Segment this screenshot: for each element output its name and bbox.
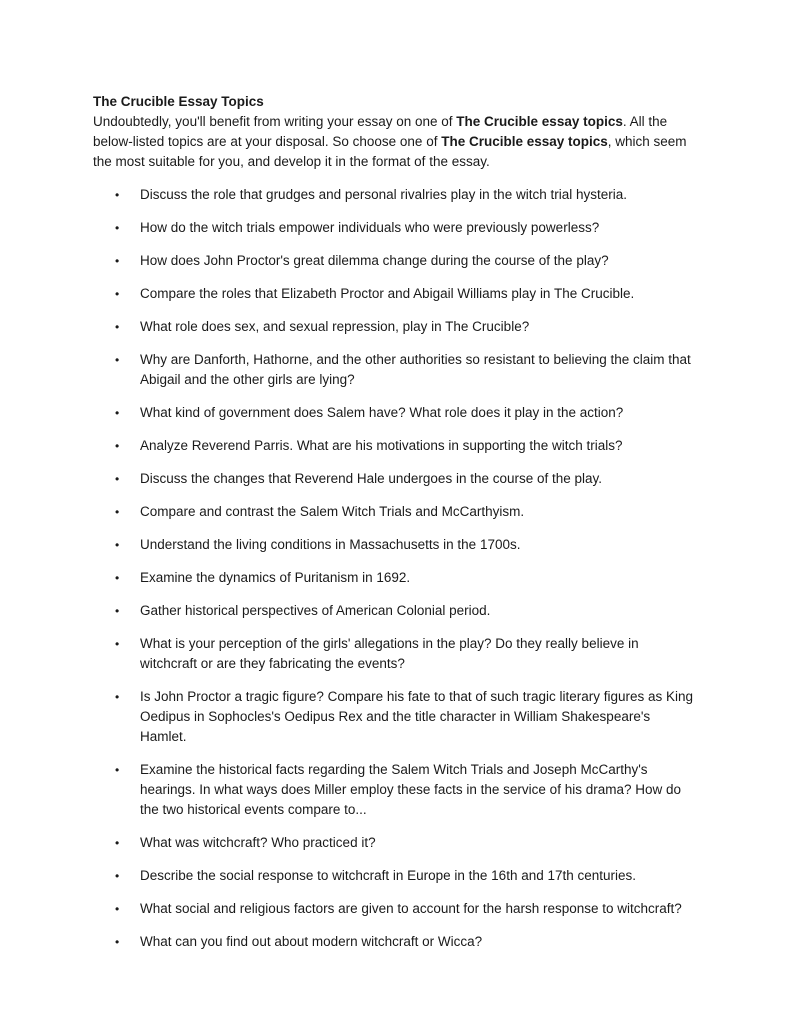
topic-list-item: [93, 568, 695, 588]
topic-list-item: [93, 634, 695, 674]
topic-list-item: [93, 866, 695, 886]
topic-text: Is John Proctor a tragic figure? Compare his fate to that of such tragic literary figures as King Oedipus in Sophocles's Oedipus Rex and the title character in William Shakespeare's Hamlet.: [140, 689, 694, 744]
topic-list-item: [93, 350, 695, 390]
topic-list-item: [93, 760, 695, 820]
bullet-icon: •: [115, 935, 120, 949]
topic-list-item: [93, 403, 695, 423]
topic-list-item: [93, 833, 695, 853]
topic-list-item: [93, 317, 695, 337]
intro-text-3: , which seem the most suitable for you, and develop it in the format of the essay.: [93, 134, 687, 169]
topic-text: Why are Danforth, Hathorne, and the other authorities so resistant to believing the claim that Abigail and the other girls are lying?: [140, 352, 691, 387]
bullet-icon: •: [115, 287, 120, 301]
topic-text: What kind of government does Salem have? What role does it play in the action?: [140, 405, 624, 420]
intro-paragraph: [93, 112, 695, 172]
bullet-icon: •: [115, 188, 120, 202]
topic-list-item: [93, 251, 695, 271]
bullet-icon: •: [115, 472, 120, 486]
topic-text: Understand the living conditions in Massachusetts in the 1700s.: [140, 537, 521, 552]
topic-list-item: [93, 469, 695, 489]
topic-text: What is your perception of the girls' allegations in the play? Do they really believe in witchcraft or are they fabricating the events?: [140, 636, 639, 671]
topic-text: Discuss the changes that Reverend Hale undergoes in the course of the play.: [140, 471, 603, 486]
bullet-icon: •: [115, 869, 120, 883]
intro-text-1: Undoubtedly, you'll benefit from writing your essay on one of: [93, 114, 457, 129]
topic-text: Analyze Reverend Parris. What are his motivations in supporting the witch trials?: [140, 438, 623, 453]
topic-list-item: [93, 218, 695, 238]
topic-text: Compare and contrast the Salem Witch Trials and McCarthyism.: [140, 504, 525, 519]
topic-list: [93, 185, 695, 952]
topic-text: How does John Proctor's great dilemma change during the course of the play?: [140, 253, 609, 268]
bullet-icon: •: [115, 505, 120, 519]
bullet-icon: •: [115, 353, 120, 367]
bullet-icon: •: [115, 836, 120, 850]
bullet-icon: •: [115, 406, 120, 420]
bullet-icon: •: [115, 604, 120, 618]
topic-text: How do the witch trials empower individuals who were previously powerless?: [140, 220, 600, 235]
topic-text: What was witchcraft? Who practiced it?: [140, 835, 376, 850]
intro-bold-2: The Crucible essay topics: [441, 134, 608, 149]
topic-text: Examine the dynamics of Puritanism in 1692.: [140, 570, 411, 585]
bullet-icon: •: [115, 571, 120, 585]
topic-text: Gather historical perspectives of American Colonial period.: [140, 603, 491, 618]
intro-bold-1: The Crucible essay topics: [456, 114, 623, 129]
bullet-icon: •: [115, 320, 120, 334]
topic-text: Examine the historical facts regarding the Salem Witch Trials and Joseph McCarthy's hearings. In what ways does Miller employ these facts in the service of his drama? How do the two historical events compare to...: [140, 762, 682, 817]
topic-text: Discuss the role that grudges and personal rivalries play in the witch trial hysteria.: [140, 187, 627, 202]
topic-list-item: [93, 436, 695, 456]
bullet-icon: •: [115, 902, 120, 916]
bullet-icon: •: [115, 439, 120, 453]
topic-text: What can you find out about modern witchcraft or Wicca?: [140, 934, 483, 949]
bullet-icon: •: [115, 221, 120, 235]
topic-text: Compare the roles that Elizabeth Proctor and Abigail Williams play in The Crucible.: [140, 286, 635, 301]
bullet-icon: •: [115, 763, 120, 777]
bullet-icon: •: [115, 637, 120, 651]
topic-list-item: [93, 535, 695, 555]
document-content: [93, 92, 695, 965]
bullet-icon: •: [115, 254, 120, 268]
intro-text-2: . All the below-listed topics are at your disposal. So choose one of: [93, 114, 668, 149]
topic-text: What social and religious factors are given to account for the harsh response to witchcraft?: [140, 901, 682, 916]
document-title: The Crucible Essay Topics: [93, 94, 264, 109]
topic-list-item: [93, 899, 695, 919]
topic-list-item: [93, 932, 695, 952]
topic-list-item: [93, 502, 695, 522]
topic-list-item: [93, 185, 695, 205]
bullet-icon: •: [115, 538, 120, 552]
topic-text: What role does sex, and sexual repression, play in The Crucible?: [140, 319, 530, 334]
topic-list-item: [93, 284, 695, 304]
topic-list-item: [93, 687, 695, 747]
topic-list-item: [93, 601, 695, 621]
bullet-icon: •: [115, 690, 120, 704]
topic-text: Describe the social response to witchcraft in Europe in the 16th and 17th centuries.: [140, 868, 637, 883]
